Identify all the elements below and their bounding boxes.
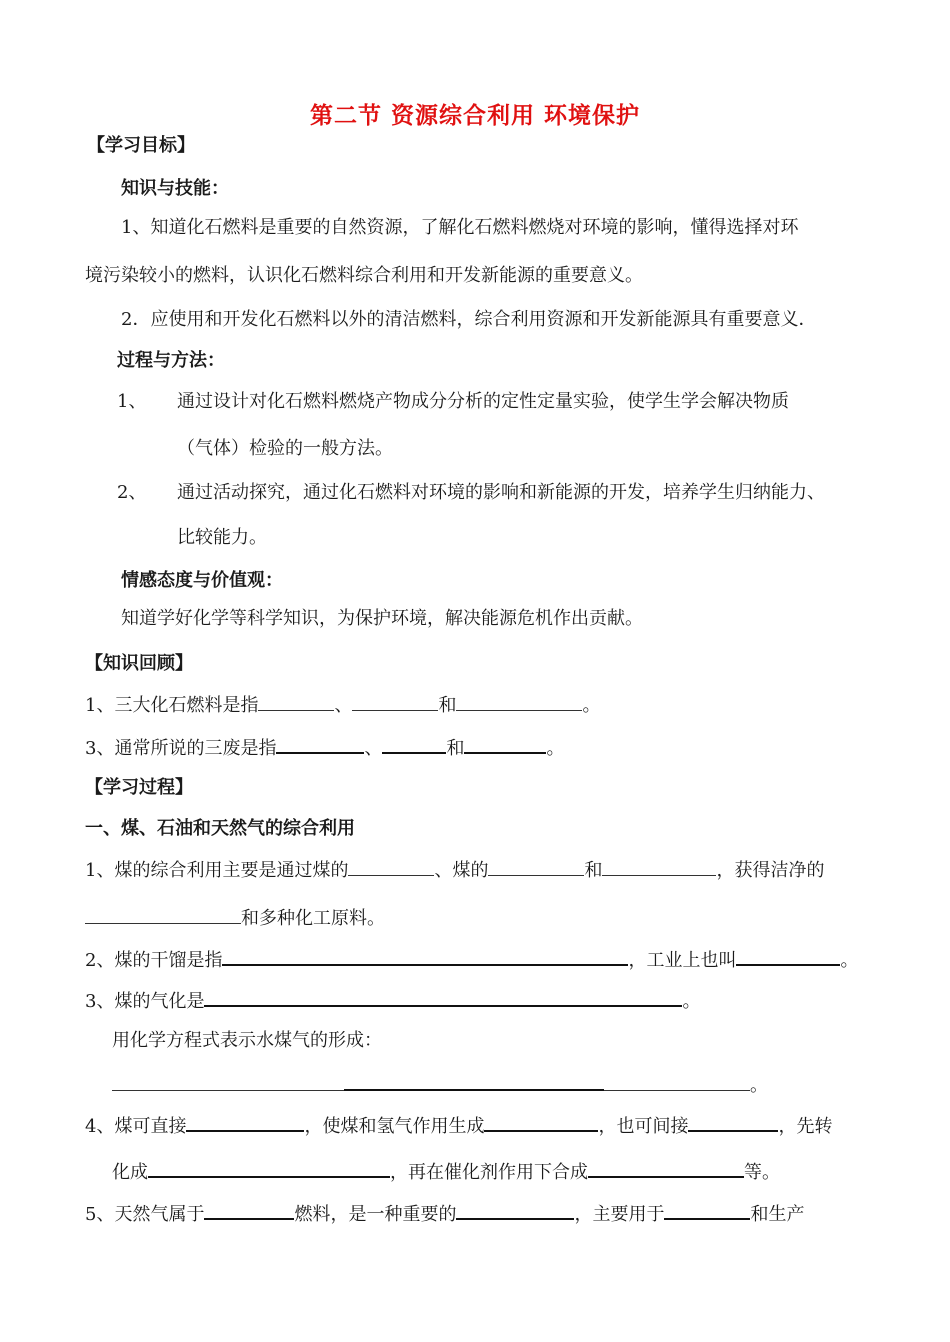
question-text: 4、煤可直接 — [85, 1116, 187, 1137]
answer-blank[interactable] — [604, 1072, 750, 1091]
fill-in-question — [85, 857, 824, 883]
question-text: 和 — [446, 738, 465, 759]
answer-blank[interactable] — [382, 734, 446, 754]
question-text: 1、煤的综合利用主要是通过煤的 — [85, 860, 349, 881]
answer-blank[interactable] — [688, 1112, 778, 1132]
question-text: 。 — [582, 695, 601, 716]
answer-blank[interactable] — [664, 1200, 750, 1220]
question-text: 。 — [682, 991, 701, 1012]
answer-blank[interactable] — [186, 1112, 304, 1132]
question-text: ，再在催化剂作用下合成 — [390, 1162, 588, 1183]
question-text: 和多种化工原料。 — [241, 908, 385, 929]
question-text: ，先转 — [778, 1116, 833, 1137]
answer-blank[interactable] — [464, 734, 546, 754]
list-number: 1、 — [117, 391, 147, 412]
answer-blank[interactable] — [348, 857, 434, 876]
subheading-knowledge-skills: 知识与技能： — [121, 178, 229, 199]
list-number: 2、 — [117, 482, 147, 503]
answer-blank[interactable] — [488, 857, 584, 876]
question-text: 3、煤的气化是 — [85, 991, 205, 1012]
paragraph-line: 通过活动探究，通过化石燃料对环境的影响和新能源的开发，培养学生归纳能力、 — [177, 482, 825, 503]
paragraph-line: 知道学好化学等科学知识，为保护环境，解决能源危机作出贡献。 — [121, 608, 643, 629]
section-heading-objectives: 【学习目标】 — [87, 135, 195, 156]
answer-blank[interactable] — [204, 1200, 294, 1220]
paragraph-line: 1、知道化石燃料是重要的自然资源，了解化石燃料燃烧对环境的影响，懂得选择对环 — [121, 217, 799, 238]
answer-blank[interactable] — [588, 1158, 744, 1178]
page-title: 第二节 资源综合利用 环境保护 — [309, 103, 640, 129]
question-text: 化成 — [112, 1162, 148, 1183]
question-text: ，主要用于 — [574, 1204, 665, 1225]
fill-in-question — [85, 692, 600, 718]
question-text: 等。 — [744, 1162, 780, 1183]
part-heading: 一、煤、石油和天然气的综合利用 — [85, 818, 355, 839]
answer-blank[interactable] — [204, 987, 682, 1007]
question-text: ，工业上也叫 — [628, 950, 737, 971]
answer-blank[interactable] — [456, 1200, 574, 1220]
fill-in-question — [112, 1071, 768, 1098]
fill-in-question — [85, 987, 700, 1014]
question-text: 燃料，是一种重要的 — [294, 1204, 457, 1225]
answer-blank[interactable] — [736, 946, 840, 966]
paragraph-line: 2．应使用和开发化石燃料以外的清洁燃料，综合利用资源和开发新能源具有重要意义． — [121, 309, 817, 330]
question-text: 3、通常所说的三废是指 — [85, 738, 277, 759]
paragraph-line: 通过设计对化石燃料燃烧产物成分分析的定性定量实验，使学生学会解决物质 — [177, 391, 789, 412]
question-text: 。 — [546, 738, 565, 759]
section-heading-review: 【知识回顾】 — [85, 653, 193, 674]
fill-in-question — [112, 1158, 780, 1185]
paragraph-line: 境污染较小的燃料，认识化石燃料综合利用和开发新能源的重要意义。 — [85, 265, 643, 286]
subheading-process-methods: 过程与方法： — [117, 350, 225, 371]
question-text: 2、煤的干馏是指 — [85, 950, 223, 971]
answer-blank[interactable] — [276, 734, 364, 754]
question-text: 和 — [584, 860, 603, 881]
answer-blank[interactable] — [222, 946, 628, 966]
answer-blank[interactable] — [85, 905, 241, 924]
answer-blank[interactable] — [602, 857, 716, 876]
fill-in-question — [85, 1112, 832, 1139]
question-text: ，获得洁净的 — [716, 860, 825, 881]
question-text: 5、天然气属于 — [85, 1204, 205, 1225]
fill-in-question — [85, 1200, 804, 1227]
question-text: 和生产 — [750, 1204, 805, 1225]
question-text: 、 — [334, 695, 353, 716]
fill-in-question — [85, 946, 858, 973]
fill-in-question — [85, 734, 564, 761]
paragraph-line: 比较能力。 — [177, 527, 267, 548]
question-text: ，使煤和氢气作用生成 — [304, 1116, 485, 1137]
answer-blank[interactable] — [456, 692, 582, 711]
question-text: 、 — [364, 738, 383, 759]
question-text: ，也可间接 — [598, 1116, 689, 1137]
paragraph-line: （气体）检验的一般方法。 — [177, 438, 393, 459]
answer-blank[interactable] — [148, 1158, 390, 1178]
subheading-emotion: 情感态度与价值观： — [121, 570, 283, 591]
question-text: 用化学方程式表示水煤气的形成： — [112, 1030, 382, 1051]
answer-blank[interactable] — [258, 692, 334, 711]
question-text: 、煤的 — [434, 860, 489, 881]
section-heading-process: 【学习过程】 — [85, 777, 193, 798]
answer-blank[interactable] — [112, 1072, 344, 1091]
answer-blank[interactable] — [344, 1071, 604, 1091]
question-text: 。 — [750, 1075, 768, 1096]
question-text: 1、三大化石燃料是指 — [85, 695, 259, 716]
fill-in-question — [85, 905, 385, 931]
answer-blank[interactable] — [484, 1112, 598, 1132]
answer-blank[interactable] — [352, 692, 438, 711]
question-text: 。 — [840, 950, 859, 971]
question-text: 和 — [438, 695, 457, 716]
